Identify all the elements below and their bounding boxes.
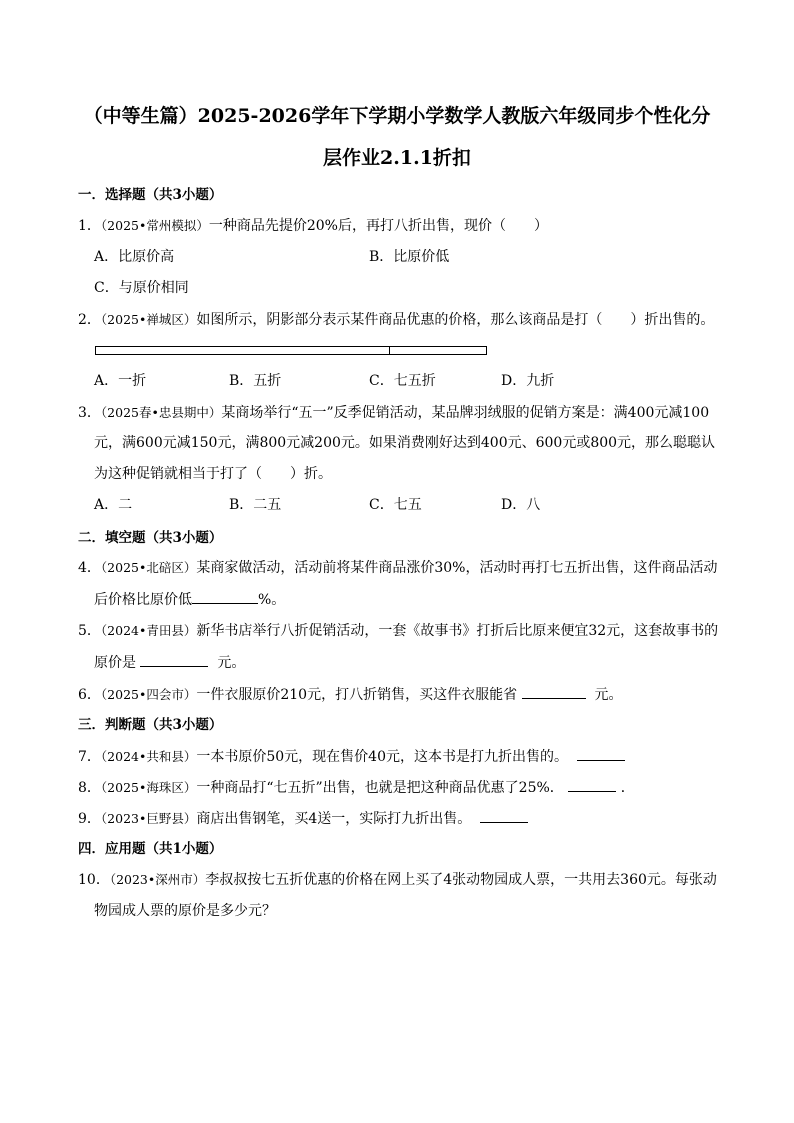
question-number: 5．	[78, 623, 101, 639]
question-source: （2025•禅城区）	[100, 312, 197, 327]
question-6	[78, 684, 622, 705]
q3-option-d: D．八	[501, 497, 541, 513]
question-8	[78, 777, 635, 798]
question-4	[78, 558, 717, 578]
question-4-line2	[94, 589, 285, 610]
q3-option-b: B．二五	[229, 497, 282, 513]
answer-blank[interactable]	[568, 777, 616, 792]
page-title-line1: （中等生篇）2025-2026学年下学期小学数学人教版六年级同步个性化分	[83, 105, 711, 127]
question-text: 商店出售钢笔，买4送一，实际打九折出售。	[196, 811, 472, 827]
question-text: 新华书店举行八折促销活动，一套《故事书》打折后比原来便宜32元，这套故事书的	[196, 623, 719, 639]
question-number: 3．	[78, 405, 101, 421]
question-text: 某商家做活动，活动前将某件商品涨价30%，活动时再打七五折出售，这件商品活动	[196, 560, 718, 576]
question-source: （2025春•忠县期中）	[100, 405, 222, 420]
page-title-line2: 层作业2.1.1折扣	[323, 147, 471, 169]
question-7	[78, 746, 625, 767]
question-3-line3: 为这种促销就相当于打了（ ）折。	[94, 466, 332, 482]
section-heading-application: 四．应用题（共1小题）	[78, 841, 223, 857]
question-text: 原价是	[94, 655, 136, 671]
q2-figure-divider	[389, 347, 390, 354]
section-heading-judge: 三．判断题（共3小题）	[78, 717, 223, 733]
answer-blank[interactable]	[522, 684, 586, 699]
question-text: 后价格比原价低	[94, 592, 192, 608]
answer-blank[interactable]	[192, 589, 258, 604]
question-text: 一种商品先提价20%后，再打八折出售，现价（ ）	[208, 218, 548, 234]
question-text: 元。	[217, 655, 246, 671]
question-number: 10．	[78, 872, 110, 888]
q2-option-b: B．五折	[229, 373, 282, 389]
q2-figure-bar	[95, 346, 487, 355]
question-number: 7．	[78, 749, 101, 765]
question-3-line2: 元，满600元减150元，满800元减200元。如果消费刚好达到400元、600元或800元，那么聪聪认	[94, 435, 716, 451]
q1-option-c: C．与原价相同	[94, 280, 189, 296]
question-3	[78, 403, 709, 423]
question-number: 9．	[78, 811, 101, 827]
question-number: 2．	[78, 312, 101, 328]
question-text: 如图所示，阴影部分表示某件商品优惠的价格，那么该商品是打（ ）折出售的。	[196, 312, 715, 328]
question-5	[78, 621, 718, 641]
question-source: （2025•四会市）	[100, 687, 197, 702]
question-source: （2025•常州模拟）	[100, 218, 209, 233]
question-source: （2025•海珠区）	[100, 780, 197, 795]
question-source: （2025•北碚区）	[100, 560, 197, 575]
section-heading-fill: 二．填空题（共3小题）	[78, 530, 223, 546]
question-10-line2: 物园成人票的原价是多少元？	[94, 903, 276, 919]
q2-option-d: D．九折	[501, 373, 555, 389]
q3-option-a: A．二	[94, 497, 133, 513]
question-text: 元。	[594, 687, 623, 703]
question-5-line2	[94, 652, 245, 673]
q2-option-a: A．一折	[94, 373, 147, 389]
question-number: 6．	[78, 687, 101, 703]
question-10	[78, 870, 717, 890]
q1-option-b: B．比原价低	[369, 249, 450, 265]
answer-blank[interactable]	[577, 746, 625, 761]
q3-option-c: C．七五	[369, 497, 422, 513]
question-1	[78, 216, 548, 236]
question-number: 8．	[78, 780, 101, 796]
q1-option-a: A．比原价高	[94, 249, 175, 265]
question-text: 一件衣服原价210元，打八折销售，买这件衣服能省	[196, 687, 518, 703]
question-text: 一本书原价50元，现在售价40元，这本书是打九折出售的。	[196, 749, 568, 765]
question-2	[78, 310, 714, 330]
question-text: ．	[620, 780, 635, 796]
q2-option-c: C．七五折	[369, 373, 436, 389]
question-source: （2024•青田县）	[100, 623, 197, 638]
question-number: 1．	[78, 218, 101, 234]
question-number: 4．	[78, 560, 101, 576]
question-source: （2023•巨野县）	[100, 811, 197, 826]
question-9	[78, 808, 528, 829]
question-source: （2024•共和县）	[100, 749, 197, 764]
section-heading-choice: 一．选择题（共3小题）	[78, 187, 223, 203]
answer-blank[interactable]	[480, 808, 528, 823]
question-text: 一种商品打“七五折”出售，也就是把这种商品优惠了25%．	[196, 780, 564, 796]
question-source: （2023•深州市）	[109, 872, 206, 887]
question-text: %。	[258, 592, 286, 608]
question-text: 李叔叔按七五折优惠的价格在网上买了4张动物园成人票，一共用去360元。每张动	[205, 872, 717, 888]
answer-blank[interactable]	[140, 652, 208, 667]
question-text: 某商场举行“五一”反季促销活动，某品牌羽绒服的促销方案是：满400元减100	[221, 405, 710, 421]
